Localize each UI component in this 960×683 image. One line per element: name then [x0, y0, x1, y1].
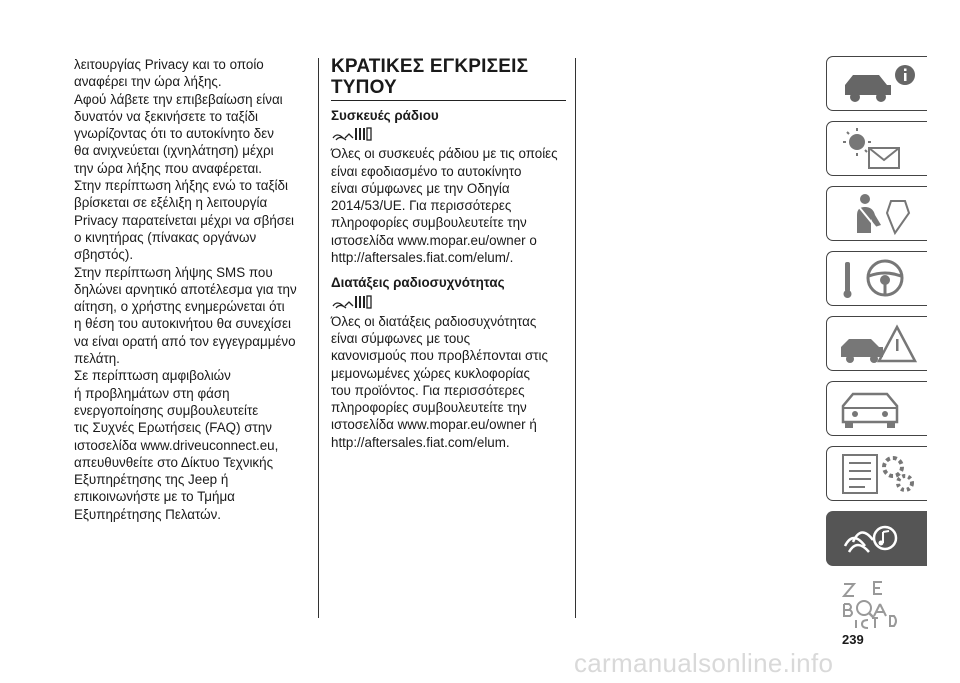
middle-text-column [331, 56, 566, 451]
chapter-tab-maintenance[interactable] [826, 381, 927, 436]
chapter-tab-warning-lights[interactable] [826, 121, 927, 176]
page-number: 239 [842, 632, 864, 647]
maintenance-car-icon [835, 386, 921, 432]
starting-driving-icon [835, 256, 921, 302]
technical-data-gears-icon [835, 451, 921, 497]
multimedia-icon [835, 516, 921, 562]
left-body-text: λειτουργίας Privacy και το οποίο αναφέρει την ώρα λήξης. Αφού λάβετε την επιβεβαίωση είναι δυνατόν να ξεκινήσετε το ταξίδι γνωρίζοντας ότι το αυτοκίνητο δεν θα ανιχνεύεται (ιχνηλάτηση) μέχρι την ώρα λήξης που αναφέρεται. Στην περίπτωση λήξης ενώ το ταξίδι βρίσκεται σε εξέλιξη η λειτουργία Privacy παρατείνεται μέχρι να σβήσει ο κινητήρας (πίνακας οργάνων σβηστός). Στην περίπτωση λήψης SMS που δηλώνει αρνητικό αποτέλεσμα για την αίτηση, ο χρήστης ενημερώνεται ότι η θέση του αυτοκινήτου θα συνεχίσει να είναι ορατή από τον εγγεγραμμένο πελάτη. Σε περίπτωση αμφιβολιών ή προβλημάτων στη φάση ενεργοποίησης συμβουλευτείτε τις Συχνές Ερωτήσεις (FAQ) στην ιστοσελίδα www.driveuconnect.eu, απευθυνθείτε στο Δίκτυο Τεχνικής Εξυπηρέτησης της Jeep ή επικοινωνήστε με το Τμήμα Εξυπηρέτησης Πελατών. [74, 57, 297, 522]
column-divider [318, 58, 319, 618]
subsection-heading-rf-devices: Διατάξεις ραδιοσυχνότητας [331, 275, 505, 291]
section-title: ΚΡΑΤΙΚΕΣ ΕΓΚΡΙΣΕΙΣ ΤΥΠΟΥ [331, 56, 566, 101]
subsection-text-radio-devices: Όλες οι συσκευές ράδιου με τις οποίες είναι εφοδιασμένο το αυτοκίνητο είναι σύμφωνες με την Οδηγία 2014/53/UE. Για περισσότερες πληροφορίες συμβουλευτείτε την ιστοσελίδα www.mopar.eu/owner ο http://aftersales.fiat.com/elum/. [331, 146, 558, 266]
column-divider [575, 58, 576, 618]
safety-seatbelt-icon [835, 191, 921, 237]
radio-device-icon [331, 126, 373, 142]
chapter-tab-technical-data[interactable] [826, 446, 927, 501]
radio-device-icon [331, 294, 373, 310]
subsection-heading-radio-devices: Συσκευές ράδιου [331, 108, 439, 123]
chapter-tab-car-info[interactable] [826, 56, 927, 111]
car-info-icon [835, 61, 921, 107]
chapter-tab-alphabetical-index[interactable] [826, 576, 927, 631]
chapter-tab-multimedia[interactable] [826, 511, 927, 566]
watermark: carmanualsonline.info [574, 648, 834, 678]
chapter-tab-emergency[interactable] [826, 316, 927, 371]
chapter-tab-safety[interactable] [826, 186, 927, 241]
emergency-icon [835, 321, 921, 367]
chapter-tab-starting-driving[interactable] [826, 251, 927, 306]
alphabetical-index-icon [834, 580, 920, 630]
warning-lights-messages-icon [835, 126, 921, 172]
subsection-text-rf-devices: Όλες οι διατάξεις ραδιοσυχνότητας είναι σύμφωνες με τους κανονισμούς που προβλέπονται στις μεμονωμένες χώρες κυκλοφορίας του προϊόντος. Για περισσότερες πληροφορίες συμβουλευτείτε την ιστοσελίδα www.mopar.eu/owner ή http://aftersales.fiat.com/elum. [331, 313, 548, 450]
left-text-column [74, 56, 304, 523]
